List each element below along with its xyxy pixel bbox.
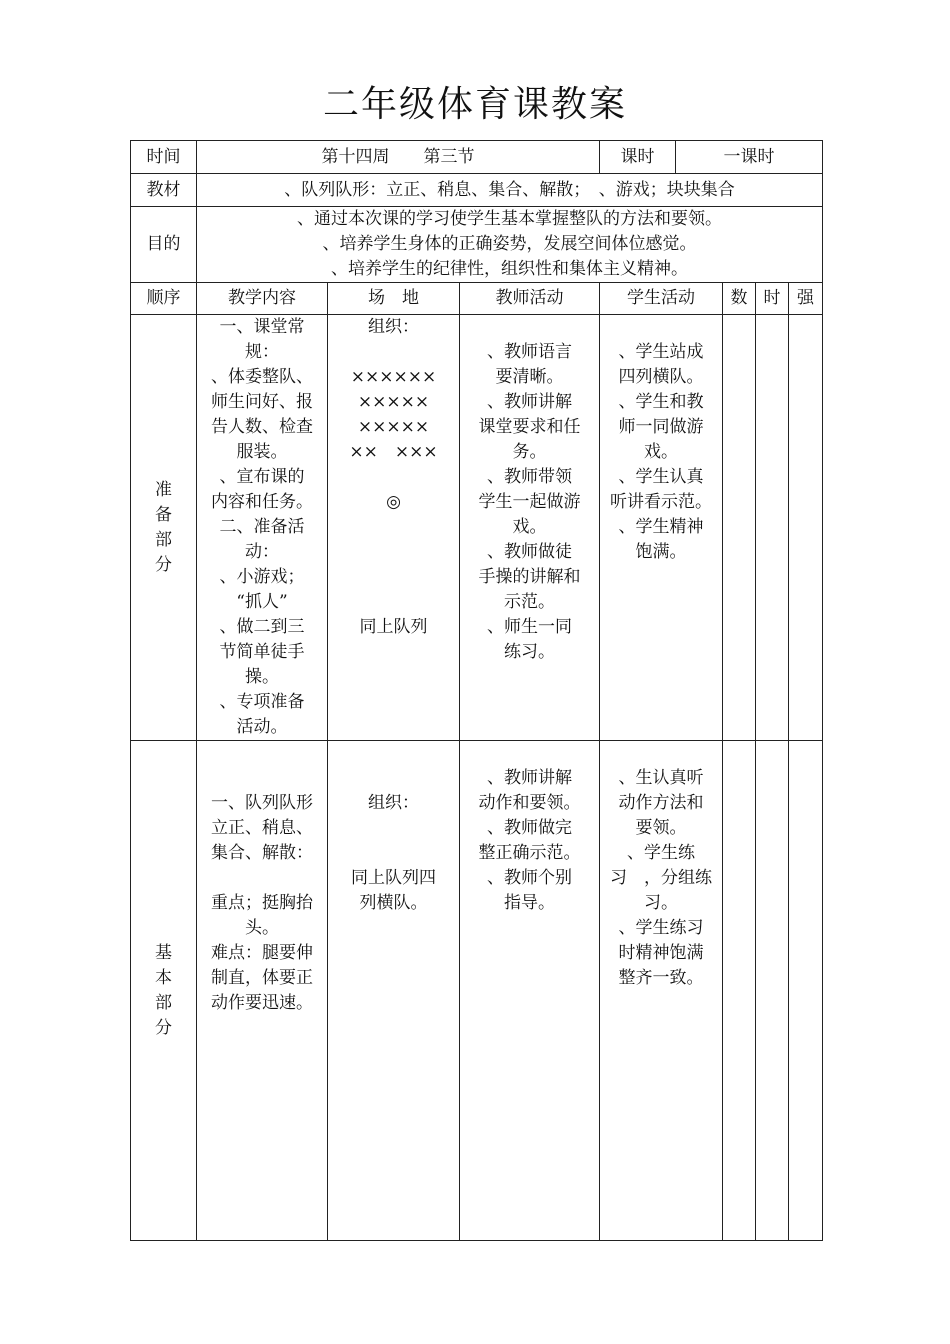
section-row	[131, 741, 823, 1241]
col-order: 顺序	[131, 283, 197, 315]
goal-list: 、通过本次课的学习使学生基本掌握整队的方法和要领。 、培养学生身体的正确姿势，发展空间体位感觉。 、培养学生的纪律性，组织性和集体主义精神。	[197, 207, 823, 283]
col-count: 数	[723, 283, 756, 315]
col-content: 教学内容	[197, 283, 328, 315]
section-content: 一、队列队形 立正、稍息、 集合、解散： 重点；挺胸抬 头。 难点：腿要伸 制直，体要正 动作要迅速。	[197, 741, 328, 1241]
period-value: 一课时	[676, 141, 823, 174]
section-intensity	[789, 741, 823, 1241]
section-count	[723, 315, 756, 741]
period-label: 课时	[600, 141, 676, 174]
section-name: 基 本 部 分	[131, 741, 197, 1241]
goal-label: 目的	[131, 207, 197, 283]
page-title: 二年级体育课教案	[322, 84, 627, 125]
col-intensity: 强	[789, 283, 823, 315]
col-time: 时	[756, 283, 789, 315]
section-name: 准 备 部 分	[131, 315, 197, 741]
section-venue: 组织： ×××××× ××××× ××××× ×× ××× ◎ 同上队列	[328, 315, 460, 741]
section-time	[756, 741, 789, 1241]
material-value: 、队列队形：立正、稍息、集合、解散； 、游戏；块块集合	[197, 174, 823, 207]
goal-row	[131, 207, 823, 283]
material-label: 教材	[131, 174, 197, 207]
column-header-row	[131, 283, 823, 315]
section-time	[756, 315, 789, 741]
time-value: 第十四周 第三节	[197, 141, 600, 174]
col-student: 学生活动	[600, 283, 723, 315]
section-content: 一、课堂常 规： 、体委整队、 师生问好、报 告人数、检查 服装。 、宣布课的 内容和任务。 二、准备活 动： 、小游戏； “抓人” 、做二到三 节简单徒手 操。 、专项准备 活动。	[197, 315, 328, 741]
lesson-plan-table	[130, 140, 823, 1241]
section-teacher: 、教师讲解 动作和要领。 、教师做完 整正确示范。 、教师个别 指导。	[460, 741, 600, 1241]
section-intensity	[789, 315, 823, 741]
material-row	[131, 174, 823, 207]
col-teacher: 教师活动	[460, 283, 600, 315]
section-student: 、学生站成 四列横队。 、学生和教 师一同做游 戏。 、学生认真 听讲看示范。 、学生精神 饱满。	[600, 315, 723, 741]
col-venue: 场 地	[328, 283, 460, 315]
section-venue: 组织： 同上队列四 列横队。	[328, 741, 460, 1241]
time-row	[131, 141, 823, 174]
time-label: 时间	[131, 141, 197, 174]
section-row	[131, 315, 823, 741]
section-student: 、生认真听 动作方法和 要领。 、学生练 习 ，分组练 习。 、学生练习 时精神饱满 整齐一致。	[600, 741, 723, 1241]
section-teacher: 、教师语言 要清晰。 、教师讲解 课堂要求和任 务。 、教师带领 学生一起做游 戏。 、教师做徒 手操的讲解和 示范。 、师生一同 练习。	[460, 315, 600, 741]
section-count	[723, 741, 756, 1241]
